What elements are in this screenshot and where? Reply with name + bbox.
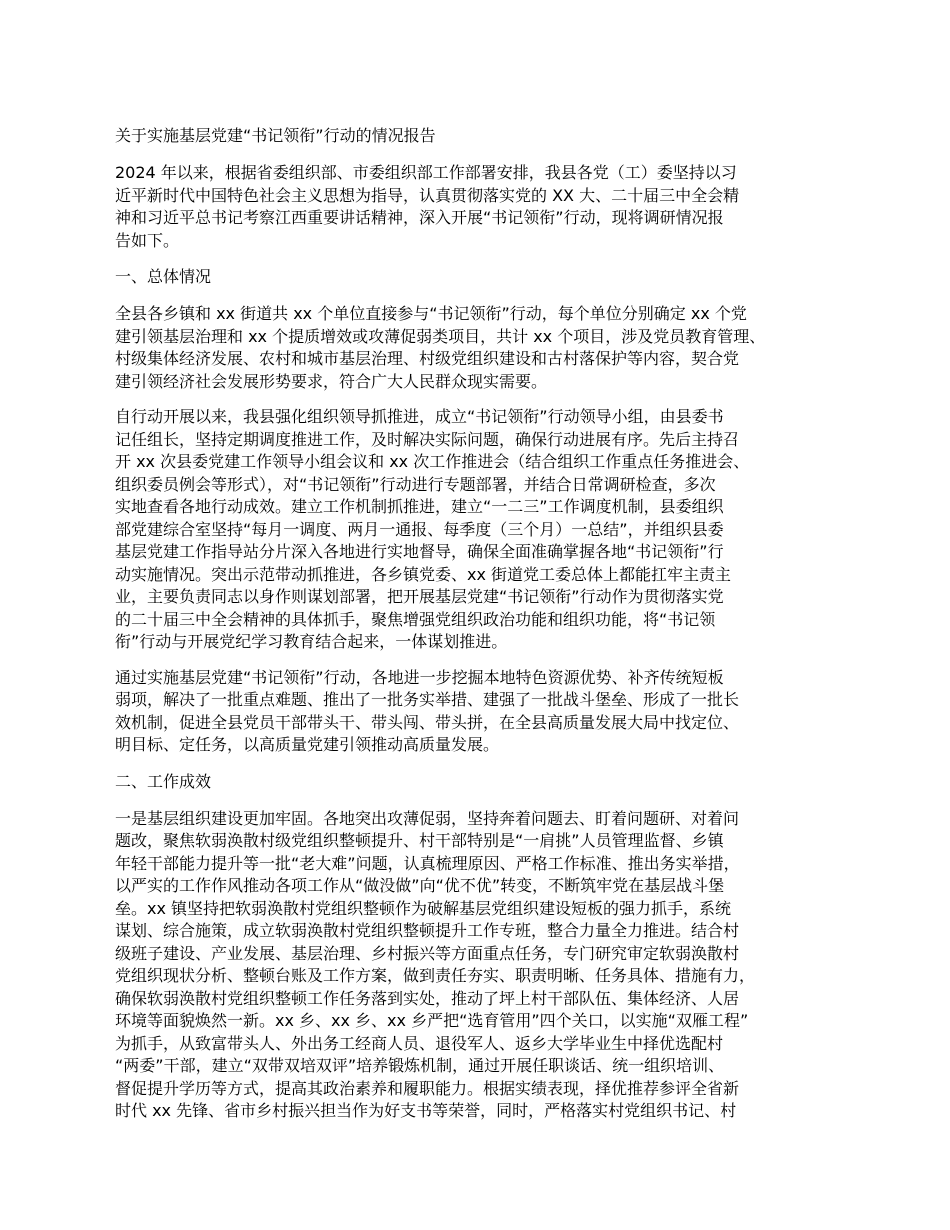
text-line: 以严实的工作作风推动各项工作从“做没做”向“优不优”转变，不断筑牢党在基层战斗堡 [115, 876, 725, 895]
text-line: 神和习近平总书记考察江西重要讲话精神，深入开展“书记领衔”行动，现将调研情况报 [115, 208, 724, 227]
text-line: 督促提升学历等方式，提高其政治素养和履职能力。根据实绩表现，择优推荐参评全省新 [115, 1078, 740, 1098]
text-line: 开 xx 次县委党建工作领导小组会议和 xx 次工作推进会（结合组织工作重点任务推进会、 [115, 452, 750, 471]
document-page [115, 124, 840, 1136]
text-line: 环境等面貌焕然一新。xx 乡、xx 乡、xx 乡严把“选育管用”四个关口，以实施“双雁工程” [115, 1011, 749, 1030]
text-line: 业，主要负责同志以身作则谋划部署，把开展基层党建“书记领衔”行动作为贯彻落实党 [115, 587, 724, 606]
text-line: 弱项，解决了一批重点难题、推出了一批务实举措、建强了一批战斗堡垒、形成了一批长 [115, 690, 740, 709]
text-line: 确保软弱涣散村党组织整顿工作任务落到实处，推动了坪上村干部队伍、集体经济、人居 [115, 988, 740, 1008]
overall-paragraph-2 [115, 406, 840, 654]
intro-paragraph [115, 162, 840, 252]
text-line: 垒。xx 镇坚持把软弱涣散村党组织整顿作为破解基层党组织建设短板的强力抓手，系统 [115, 898, 732, 918]
text-line: 记任组长，坚持定期调度推进工作，及时解决实际问题，确保行动进展有序。先后主持召 [115, 429, 740, 449]
section-heading-overall: 一、总体情况 [115, 267, 212, 286]
text-line: 级班子建设、产业发展、基层治理、乡村振兴等方面重点任务，专门研究审定软弱涣散村 [115, 943, 740, 963]
text-line: 建引领经济社会发展形势要求，符合广大人民群众现实需要。 [115, 371, 548, 391]
text-line: 谋划、综合施策，成立软弱涣散村党组织整顿提升工作专班，整合力量全力推进。结合村 [115, 921, 740, 940]
text-line: 的二十届三中全会精神的具体抓手，聚焦增强党组织政治功能和组织功能，将“书记领 [115, 609, 716, 629]
text-line: “两委”干部，建立“双带双培双评”培养锻炼机制，通过开展任职谈话、统一组织培训、 [115, 1056, 725, 1075]
text-line: 通过实施基层党建“书记领衔”行动，各地进一步挖掘本地特色资源优势、补齐传统短板 [115, 667, 724, 687]
text-line: 实地查看各地行动成效。建立工作机制抓推进，建立“一二三”工作调度机制，县委组织 [115, 497, 724, 516]
document-title: 关于实施基层党建“书记领衔”行动的情况报告 [115, 126, 436, 145]
text-line: 部党建综合室坚持“每月一调度、两月一通报、每季度（三个月）一总结”，并组织县委 [115, 519, 724, 539]
text-line: 告如下。 [115, 230, 180, 250]
section-heading-results: 二、工作成效 [115, 771, 212, 791]
text-line: 村级集体经济发展、农村和城市基层治理、村级党组织建设和古村落保护等内容，契合党 [115, 349, 740, 368]
text-line: 全县各乡镇和 xx 街道共 xx 个单位直接参与“书记领衔”行动，每个单位分别确定 xx 个党 [115, 304, 747, 323]
text-line: 衔”行动与开展党纪学习教育结合起来，一体谋划推进。 [115, 632, 508, 651]
text-line: 明目标、定任务，以高质量党建引领推动高质量发展。 [115, 735, 500, 754]
text-line: 自行动开展以来，我县强化组织领导抓推进，成立“书记领衔”行动领导小组，由县委书 [115, 407, 724, 426]
text-line: 一是基层组织建设更加牢固。各地突出攻薄促弱，坚持奔着问题去、盯着问题研、对着问 [115, 808, 740, 828]
results-paragraph-1 [115, 808, 840, 1123]
text-line: 效机制，促进全县党员干部带头干、带头闯、带头拼，在全县高质量发展大局中找定位、 [115, 712, 740, 732]
text-line: 2024 年以来，根据省委组织部、市委组织部工作部署安排，我县各党（工）委坚持以习 [115, 163, 737, 182]
text-line: 题改，聚焦软弱涣散村级党组织整顿提升、村干部特别是“一肩挑”人员管理监督、乡镇 [115, 831, 724, 850]
text-line: 基层党建工作指导站分片深入各地进行实地督导，确保全面准确掌握各地“书记领衔”行 [115, 542, 724, 561]
overall-paragraph-1 [115, 303, 840, 393]
text-line: 近平新时代中国特色社会主义思想为指导，认真贯彻落实党的 XX 大、二十届三中全会精 [115, 185, 740, 205]
text-line: 时代 xx 先锋、省市乡村振兴担当作为好支书等荣誉，同时，严格落实村党组织书记、村 [115, 1101, 737, 1120]
overall-paragraph-3 [115, 667, 840, 757]
text-line: 建引领基层治理和 xx 个提质增效或攻薄促弱类项目，共计 xx 个项目，涉及党员教育管理、 [115, 326, 766, 346]
text-line: 为抓手，从致富带头人、外出务工经商人员、退役军人、返乡大学毕业生中择优选配村 [115, 1033, 724, 1053]
text-line: 党组织现状分析、整顿台账及工作方案，做到责任夯实、职责明晰、任务具体、措施有力， [115, 966, 756, 985]
text-line: 动实施情况。突出示范带动抓推进，各乡镇党委、xx 街道党工委总体上都能扛牢主责主 [115, 564, 732, 584]
text-line: 年轻干部能力提升等一批“老大难”问题，认真梳理原因、严格工作标准、推出务实举措， [115, 853, 740, 873]
text-line: 组织委员例会等形式），对“书记领衔”行动进行专题部署，并结合日常调研检查，多次 [115, 474, 716, 494]
